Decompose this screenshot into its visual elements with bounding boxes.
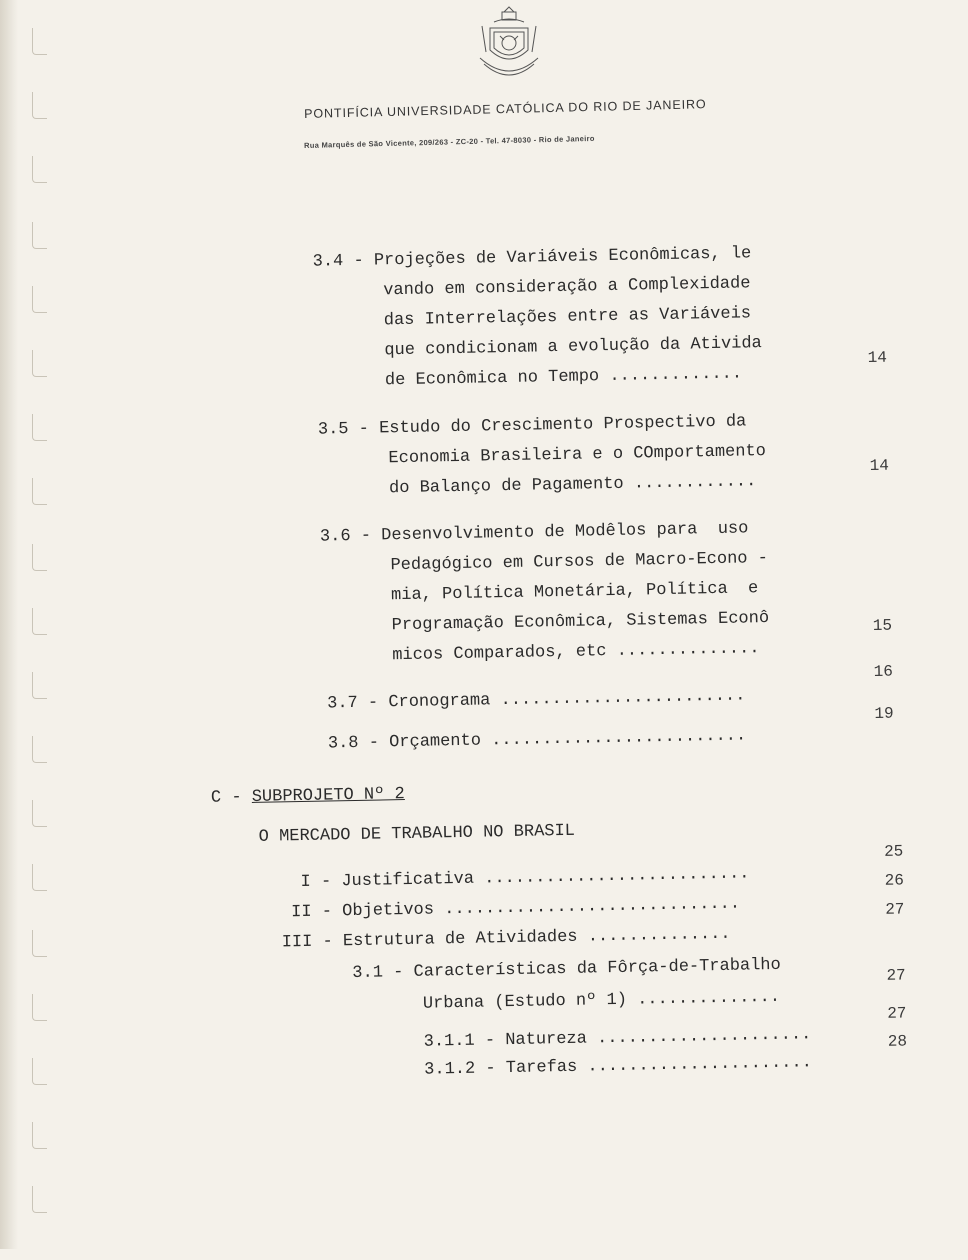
- toc-line: micos Comparados, etc ..............: [392, 639, 760, 666]
- toc-line: 3.7 - Cronograma ........................: [327, 686, 746, 714]
- page-number: 16: [873, 662, 894, 681]
- page-number: 25: [883, 842, 904, 861]
- toc-line: 3.4 - Projeções de Variáveis Econômicas, le: [312, 244, 752, 272]
- toc-line: 3.8 - Orçamento .........................: [327, 726, 747, 754]
- institution-name: PONTIFÍCIA UNIVERSIDADE CATÓLICA DO RIO DE JANEIRO: [304, 97, 707, 121]
- page-number: 14: [869, 456, 890, 476]
- toc-line: III - Estrutura de Atividades ..............: [281, 924, 731, 953]
- institution-address: Rua Marquês de São Vicente, 209/263 - ZC-20 - Tel. 47-8030 - Rio de Janeiro: [304, 133, 595, 150]
- toc-line: 3.6 - Desenvolvimento de Modêlos para uso: [319, 519, 749, 547]
- toc-line: Urbana (Estudo nº 1) ..............: [422, 987, 781, 1014]
- toc-line: que condicionam a evolução da Ativida: [384, 334, 762, 361]
- toc-line: 3.1 - Características da Fôrça-de-Trabalho: [352, 955, 781, 984]
- toc-line: Pedagógico em Cursos de Macro-Econo -: [390, 548, 769, 576]
- page-number: 28: [887, 1032, 908, 1051]
- toc-line: vando em consideração a Complexidade: [383, 274, 751, 301]
- toc-line: 3.1.1 - Natureza .....................: [423, 1025, 812, 1052]
- section-subtitle: O MERCADO DE TRABALHO NO BRASIL: [258, 821, 576, 847]
- toc-line: das Interrelações entre as Variáveis: [383, 304, 752, 331]
- page-number: 15: [872, 616, 893, 635]
- page-number: 27: [885, 900, 905, 919]
- toc-line: de Econômica no Tempo .............: [384, 364, 743, 391]
- toc-line: Economia Brasileira e o COmportamento: [388, 442, 767, 469]
- page-number: 27: [887, 1004, 907, 1023]
- page-number: 26: [884, 871, 905, 890]
- toc-line: 3.5 - Estudo do Crescimento Prospectivo da: [317, 412, 747, 440]
- section-prefix: [211, 785, 405, 809]
- toc-line: 3.1.2 - Tarefas ......................: [424, 1053, 813, 1080]
- toc-line: Programação Econômica, Sistemas Econô: [391, 608, 770, 636]
- section-letter: C -: [210, 787, 252, 808]
- page-number: 19: [874, 704, 894, 723]
- toc-line: II - Objetivos .............................: [291, 894, 741, 923]
- toc-line: do Balanço de Pagamento ............: [388, 472, 757, 499]
- page-number: 14: [867, 348, 888, 368]
- section-title: SUBPROJETO Nº 2: [251, 785, 405, 807]
- page-number: 27: [886, 966, 906, 985]
- toc-line: mia, Política Monetária, Política e: [390, 579, 759, 606]
- toc-line: I - Justificativa ..........................: [300, 864, 750, 893]
